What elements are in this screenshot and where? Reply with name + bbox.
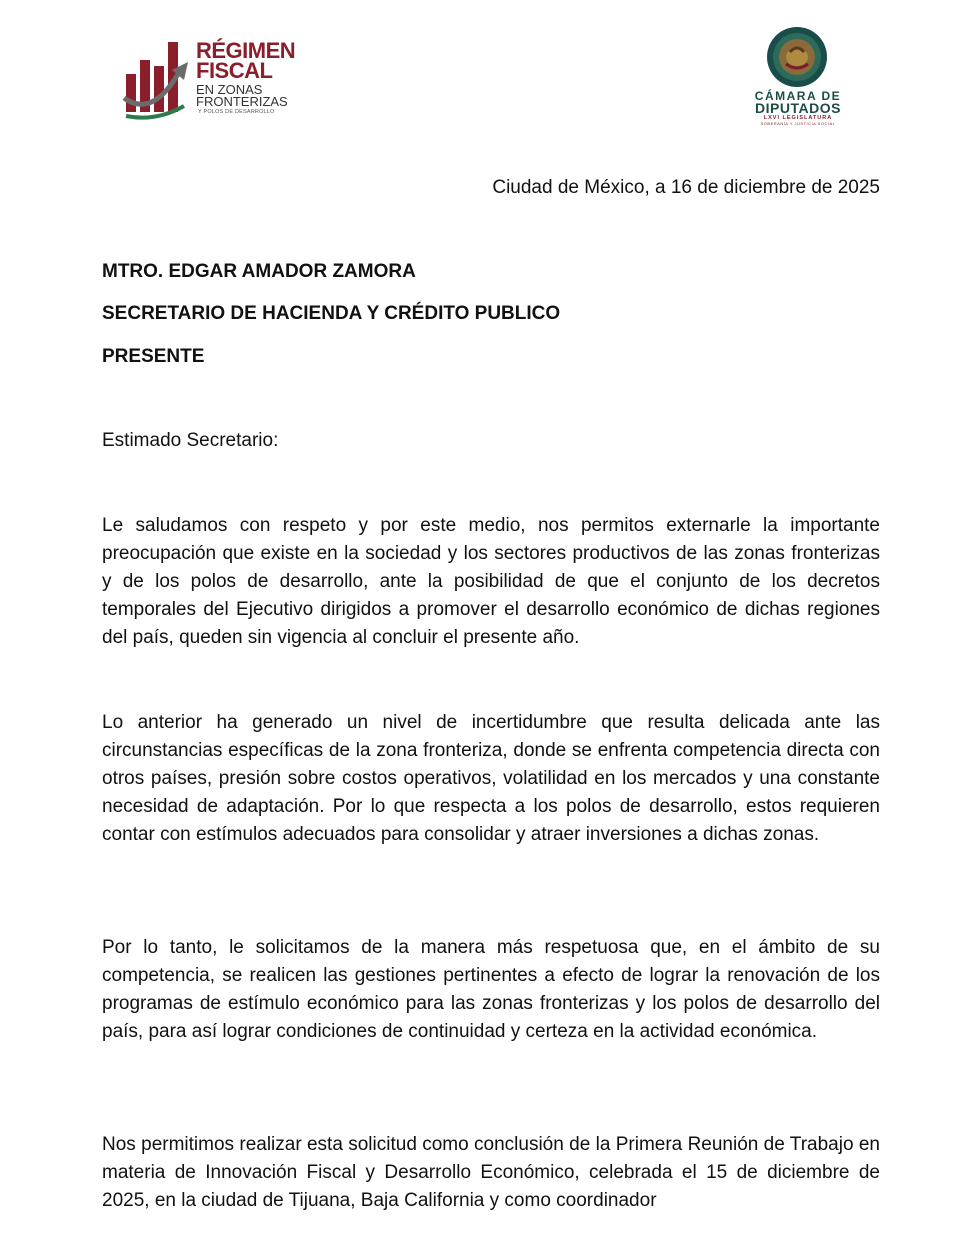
logo-text-camara-de: CÁMARA DE — [754, 89, 842, 103]
recipient-name: MTRO. EDGAR AMADOR ZAMORA — [102, 261, 416, 282]
recipient-presente: PRESENTE — [102, 346, 205, 367]
body-paragraph-3: Por lo tanto, le solicitamos de la manera más respetuosa que, en el ámbito de su competencia, se realicen las gestiones pertinentes a efecto de lograr la renovación de los programas de estímulo económico para las zonas fronterizas y los polos de desarrollo del país, para así lograr condiciones de continuidad y certeza en la actividad económica. — [102, 937, 880, 1042]
body-paragraph-1: Le saludamos con respeto y por este medio, nos permitos externarle la importante preocupación que existe en la sociedad y los sectores productivos de las zonas fronterizas y de los polos de desarrollo, ante la posibilidad de que el conjunto de los decretos temporales del Ejecutivo dirigidos a promover el desarrollo económico de dichas regiones del país, queden sin vigencia al concluir el presente año. — [102, 515, 880, 648]
recipient-title: SECRETARIO DE HACIENDA Y CRÉDITO PUBLICO — [102, 303, 561, 324]
growth-chart-icon — [122, 36, 194, 120]
logo-text-diputados: DIPUTADOS — [755, 100, 841, 116]
letter-date: Ciudad de México, a 16 de diciembre de 2025 — [492, 177, 880, 198]
logo-text-regimen: RÉGIMEN — [196, 38, 296, 63]
logo-text-fronterizas: FRONTERIZAS — [196, 94, 288, 109]
logo-text-en-zonas: EN ZONAS — [196, 82, 263, 97]
logo-text-legislatura: LXVI LEGISLATURA — [763, 115, 833, 121]
logo-text-polos: Y POLOS DE DESARROLLO — [198, 109, 275, 115]
body-paragraph-4: Nos permitimos realizar esta solicitud como conclusión de la Primera Reunión de Trabajo en materia de Innovación Fiscal y Desarrollo Económico, celebrada el 15 de diciembre de 2025, en la ciudad de Tijuana, Baja California y como coordinador — [102, 1134, 880, 1211]
camara-diputados-logo — [742, 26, 854, 126]
logo-text-motto: SOBERANÍA Y JUSTICIA SOCIAL — [760, 121, 836, 126]
national-seal-icon — [764, 26, 830, 88]
regimen-fiscal-logo — [122, 36, 312, 122]
salutation: Estimado Secretario: — [102, 430, 279, 451]
logo-text-fiscal: FISCAL — [196, 58, 273, 83]
letterhead — [0, 0, 980, 150]
body-paragraph-2: Lo anterior ha generado un nivel de incertidumbre que resulta delicada ante las circunstancias específicas de la zona fronteriza, donde se enfrenta competencia directa con otros países, presión sobre costos operativos, volatilidad en los mercados y una constante necesidad de adaptación. Por lo que respecta a los polos de desarrollo, estos requieren contar con estímulos adecuados para consolidar y atraer inversiones a dichas zonas. — [102, 712, 880, 845]
